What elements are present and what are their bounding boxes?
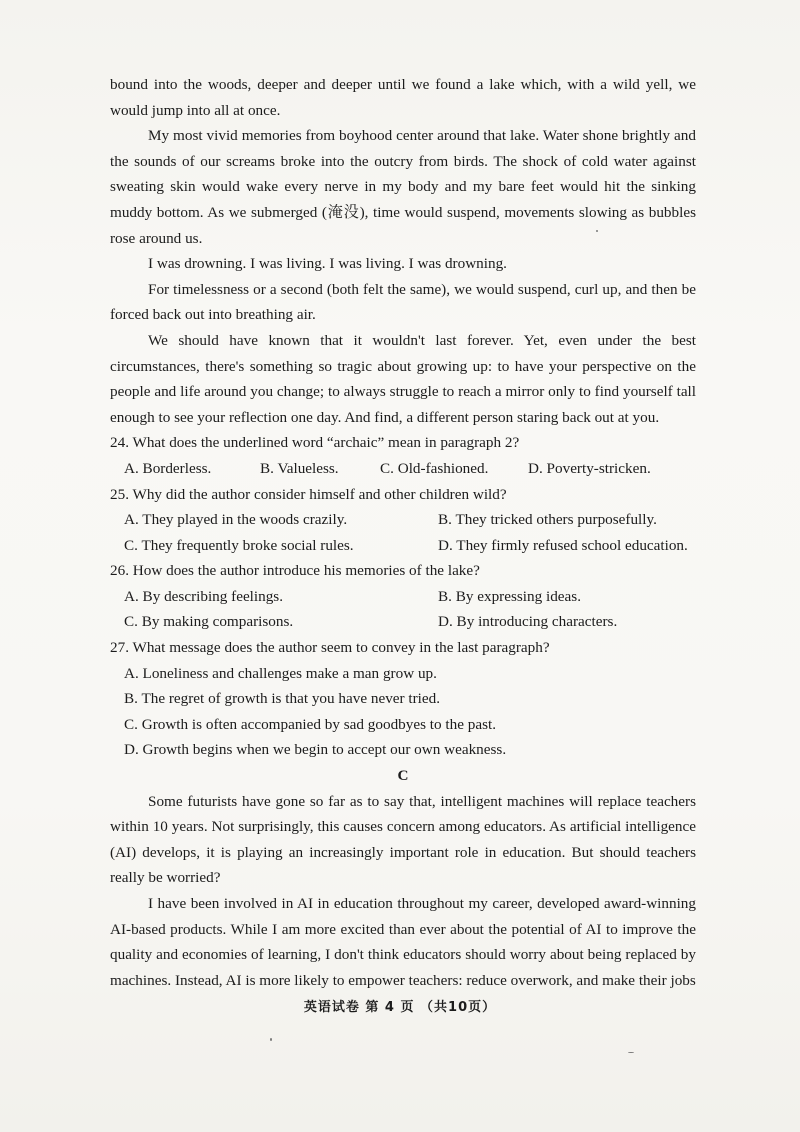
option-a: A. By describing feelings. — [124, 587, 284, 605]
question-options-row-2 — [110, 609, 696, 635]
option-c: C. Growth is often accompanied by sad goodbyes to the past. — [124, 715, 497, 733]
question-24 — [110, 430, 696, 481]
question-options-row-1 — [110, 584, 696, 610]
passage-b-paragraph-1: bound into the woods, deeper and deeper until we found a lake which, with a wild yell, we would jump into all at once. — [110, 76, 696, 119]
question-options-row-1 — [110, 507, 696, 533]
question-stem: 25. Why did the author consider himself and other children wild? — [110, 485, 507, 503]
option-b: B. The regret of growth is that you have never tried. — [124, 690, 441, 708]
page-content — [110, 72, 696, 993]
option-b: B. They tricked others purposefully. — [438, 511, 657, 529]
question-options — [110, 456, 696, 482]
option-a: A. They played in the woods crazily. — [124, 511, 348, 529]
option-c: C. Old-fashioned. — [380, 459, 489, 477]
question-27 — [110, 635, 696, 763]
question-stem: 26. How does the author introduce his memories of the lake? — [110, 562, 480, 580]
option-b: B. Valueless. — [260, 459, 339, 477]
option-d: D. They firmly refused school education. — [438, 536, 688, 554]
question-26 — [110, 558, 696, 635]
question-stem: 24. What does the underlined word “archaic” mean in paragraph 2? — [110, 434, 520, 452]
scan-speck — [270, 1038, 272, 1041]
passage-c-paragraph-1: Some futurists have gone so far as to say that, intelligent machines will replace teachers within 10 years. Not surprisingly, this causes concern among educators. As artificial intelligence (AI) develops, it is playing an increasingly important role in education. But should teachers really be worried? — [110, 792, 696, 887]
option-d: D. By introducing characters. — [438, 613, 618, 631]
option-d: D. Growth begins when we begin to accept our own weakness. — [124, 741, 507, 759]
scan-speck — [628, 1052, 634, 1053]
section-letter-c: C — [397, 767, 409, 785]
page-footer: 英语试卷 第 4 页 （共10页） — [303, 1000, 497, 1015]
option-d: D. Poverty-stricken. — [528, 459, 651, 477]
question-25 — [110, 482, 696, 559]
option-b: B. By expressing ideas. — [438, 587, 581, 605]
passage-c-paragraph-2: I have been involved in AI in education throughout my career, developed award-winning AI-based products. While I am more excited than ever about the potential of AI to improve the quality and economies of learning, I don't think educators should worry about being replaced by machines. Instead, AI is more likely to empower teachers: reduce overwork, and make their jobs — [110, 895, 696, 989]
option-c: C. They frequently broke social rules. — [124, 536, 354, 554]
passage-b-paragraph-2: My most vivid memories from boyhood center around that lake. Water shone brightly and the sounds of our screams broke into the outcry from birds. The shock of cold water against sweating skin would wake every nerve in my body and my bare feet would hit the sinking muddy bottom. As we submerged (淹没), time would suspend, movements slowing as bubbles rose around us. — [110, 127, 696, 247]
passage-b-paragraph-3: I was drowning. I was living. I was living. I was drowning. — [148, 255, 507, 273]
option-a: A. Loneliness and challenges make a man grow up. — [124, 664, 437, 682]
option-c: C. By making comparisons. — [124, 613, 294, 631]
passage-b-paragraph-4: For timelessness or a second (both felt the same), we would suspend, curl up, and then be forced back out into breathing air. — [110, 280, 696, 324]
passage-b-paragraph-5: We should have known that it wouldn't last forever. Yet, even under the best circumstances, there's something so tragic about growing up: to have your perspective on the people and life around you change; to always struggle to reach a mirror only to find yourself tall enough to see your reflection one day. And find, a different person staring back out at you. — [110, 331, 696, 426]
question-options-row-2 — [110, 533, 696, 559]
question-stem: 27. What message does the author seem to convey in the last paragraph? — [110, 639, 550, 657]
option-a: A. Borderless. — [124, 459, 212, 477]
scan-speck — [596, 230, 598, 232]
